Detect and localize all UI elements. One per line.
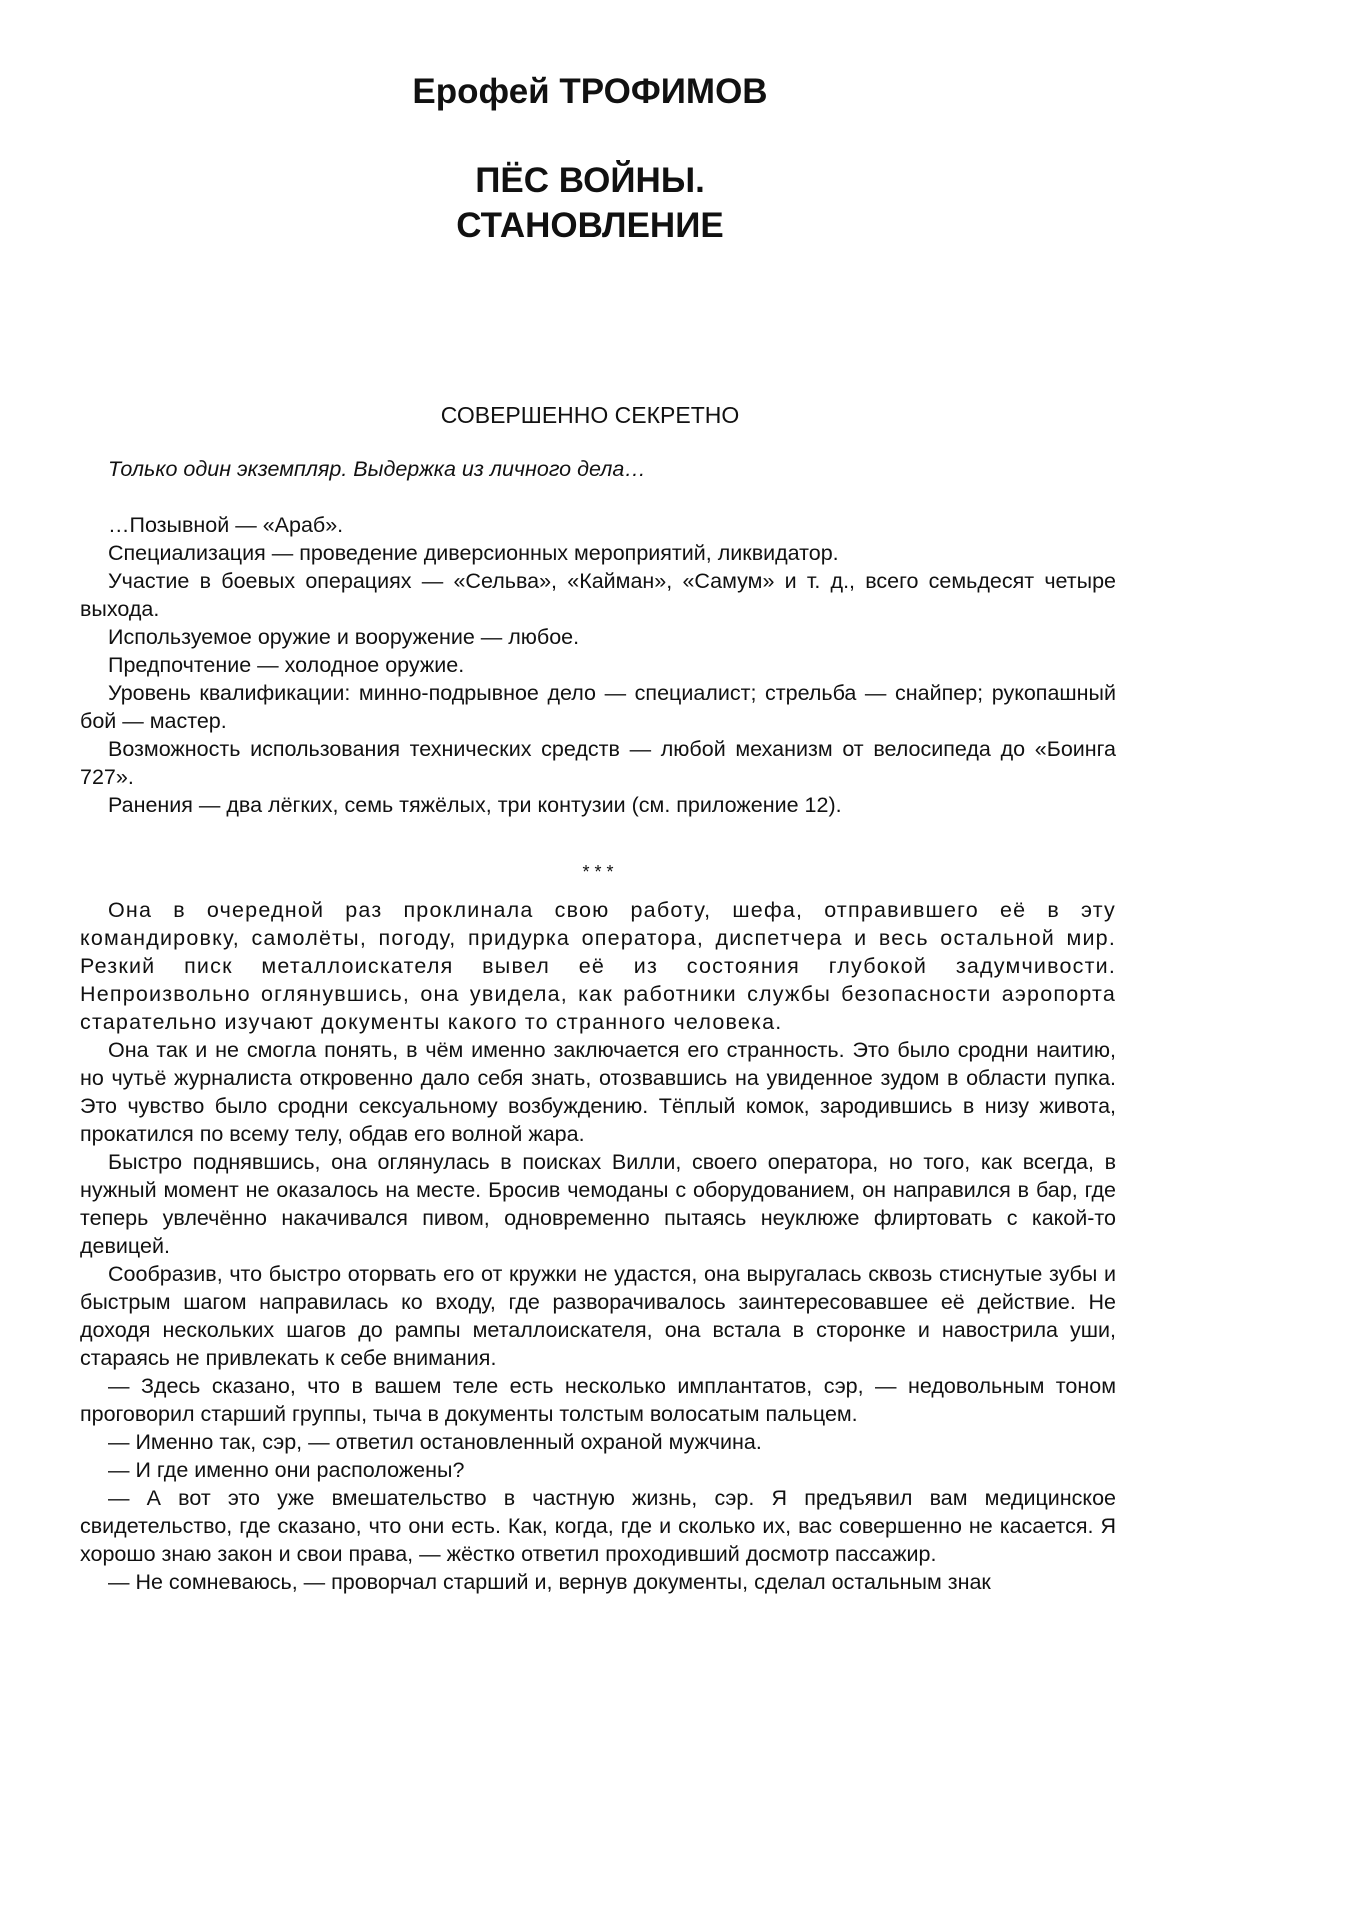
book-title-line: СТАНОВЛЕНИЕ — [456, 206, 724, 245]
story-paragraph: Сообразив, что быстро оторвать его от кружки не удастся, она выругалась сквозь стиснутые зубы и быстрым шагом направилась ко входу, где разворачивалось заинтересовавшее её действие. Не доходя нескольких шагов до рампы металлоискателя, она встала в сторонке и навострила уши, стараясь не привлекать к себе внимания. — [80, 1262, 1116, 1370]
epigraph — [80, 455, 1116, 483]
epigraph-text: Только один экземпляр. Выдержка из личного дела… — [108, 457, 646, 481]
dossier-line: Участие в боевых операциях — «Сельва», «Кайман», «Самум» и т. д., всего семьдесят четыре выхода. — [80, 569, 1116, 621]
story-paragraph: — Не сомневаюсь, — проворчал старший и, вернув документы, сделал остальным знак — [108, 1570, 991, 1594]
book-title-line: ПЁС ВОЙНЫ. — [475, 161, 705, 200]
dossier-line: Ранения — два лёгких, семь тяжёлых, три контузии (см. приложение 12). — [108, 793, 842, 817]
story-paragraph: — Именно так, сэр, — ответил остановленный охраной мужчина. — [108, 1430, 762, 1454]
dossier-line: Возможность использования технических средств — любой механизм от велосипеда до «Боинга 727». — [80, 737, 1116, 789]
dossier-block — [80, 511, 1116, 819]
dossier-line: Специализация — проведение диверсионных мероприятий, ликвидатор. — [108, 541, 839, 565]
section-separator: * * * — [582, 862, 614, 882]
story-paragraph: Она так и не смогла понять, в чём именно заключается его странность. Это было сродни наитию, но чутьё журналиста откровенно дало себя знать, отозвавшись на увиденное зудом в области пупка. Это чувство было сродни сексуальному возбуждению. Тёплый комок, зародившись в низу живота, прокатился по всему телу, обдав его волной жара. — [80, 1038, 1116, 1146]
author-name: Ерофей ТРОФИМОВ — [412, 72, 768, 111]
story-paragraph: Она в очередной раз проклинала свою работу, шефа, отправившего её в эту командировку, самолёты, погоду, придурка оператора, диспетчера и весь остальной мир. Резкий писк металлоискателя вывел её из состояния глубокой задумчивости. Непроизвольно оглянувшись, она увидела, как работники службы безопасности аэропорта старательно изучают документы какого то странного человека. — [80, 898, 1116, 1034]
dossier-line: Предпочтение — холодное оружие. — [108, 653, 465, 677]
book-title — [300, 158, 880, 248]
secret-stamp-heading: СОВЕРШЕННО СЕКРЕТНО — [440, 402, 740, 428]
story-paragraph: — Здесь сказано, что в вашем теле есть несколько имплантатов, сэр, — недовольным тоном проговорил старший группы, тыча в документы толстым волосатым пальцем. — [80, 1374, 1116, 1426]
story-paragraph: — И где именно они расположены? — [108, 1458, 465, 1482]
story-text — [80, 896, 1116, 1596]
story-paragraph: — А вот это уже вмешательство в частную жизнь, сэр. Я предъявил вам медицинское свидетельство, где сказано, что они есть. Как, когда, где и сколько их, вас совершенно не касается. Я хорошо знаю закон и свои права, — жёстко ответил проходивший досмотр пассажир. — [80, 1486, 1116, 1566]
dossier-line: Используемое оружие и вооружение — любое. — [108, 625, 580, 649]
dossier-line: …Позывной — «Араб». — [108, 513, 344, 537]
story-paragraph: Быстро поднявшись, она оглянулась в поисках Вилли, своего оператора, но того, как всегда, в нужный момент не оказалось на месте. Бросив чемоданы с оборудованием, он направился в бар, где теперь увлечённо накачивался пивом, одновременно пытаясь неуклюже флиртовать с какой-то девицей. — [80, 1150, 1116, 1258]
dossier-line: Уровень квалификации: минно-подрывное дело — специалист; стрельба — снайпер; рукопашный бой — мастер. — [80, 681, 1116, 733]
